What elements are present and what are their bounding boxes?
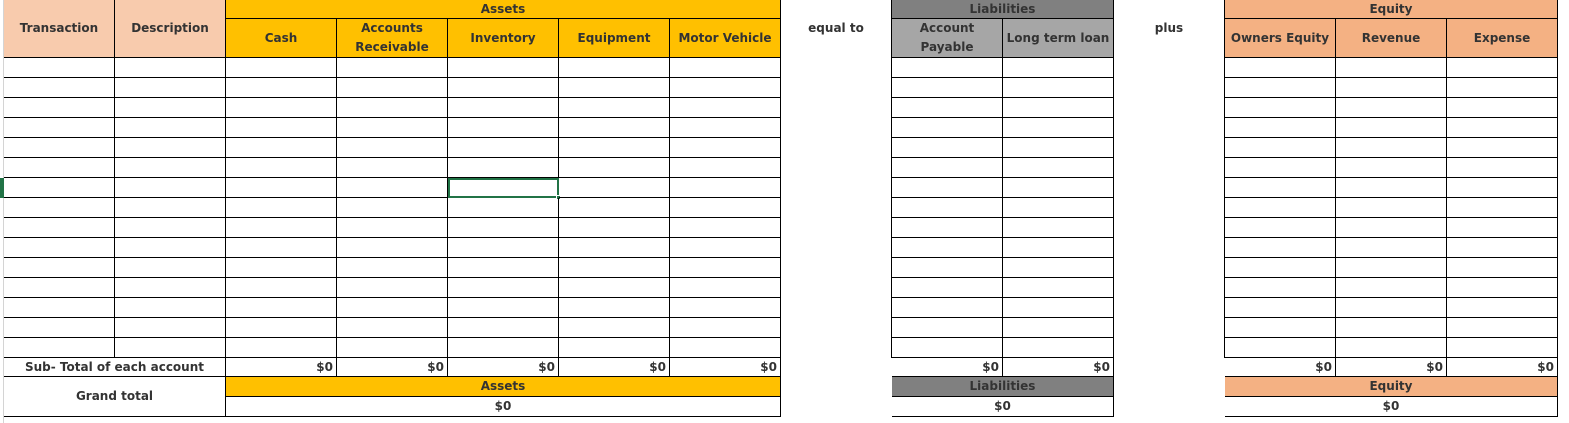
- cell-equipment-row-9[interactable]: [559, 218, 670, 238]
- cell-equal-to-row-6[interactable]: [781, 158, 892, 178]
- cell-inventory-row-4[interactable]: [448, 118, 559, 138]
- cell-motor-vehicle-row-8[interactable]: [670, 198, 781, 218]
- cell-revenue-row-15[interactable]: [1336, 338, 1447, 358]
- cell-owners-equity-row-3[interactable]: [1225, 98, 1336, 118]
- cell-account-payable-row-2[interactable]: [892, 78, 1003, 98]
- cell-revenue-row-7[interactable]: [1336, 178, 1447, 198]
- cell-inventory-row-3[interactable]: [448, 98, 559, 118]
- cell-description-row-9[interactable]: [115, 218, 226, 238]
- cell-inventory-row-14[interactable]: [448, 318, 559, 338]
- cell-description-row-11[interactable]: [115, 258, 226, 278]
- cell-cash-row-9[interactable]: [226, 218, 337, 238]
- header-plus[interactable]: plus: [1114, 0, 1225, 58]
- cell-owners-equity-row-10[interactable]: [1225, 238, 1336, 258]
- cell-expense-row-11[interactable]: [1447, 258, 1558, 278]
- cell-transaction-row-5[interactable]: [4, 138, 115, 158]
- cell-motor-vehicle-row-11[interactable]: [670, 258, 781, 278]
- header-owners-equity[interactable]: Owners Equity: [1225, 19, 1336, 58]
- cell-inventory-row-13[interactable]: [448, 298, 559, 318]
- cell-long-term-loan-row-4[interactable]: [1003, 118, 1114, 138]
- cell-expense-row-1[interactable]: [1447, 58, 1558, 78]
- cell-owners-equity-row-14[interactable]: [1225, 318, 1336, 338]
- cell-revenue-row-10[interactable]: [1336, 238, 1447, 258]
- cell-transaction-row-1[interactable]: [4, 58, 115, 78]
- row-header-strip[interactable]: [0, 0, 4, 423]
- cell-cash-row-1[interactable]: [226, 58, 337, 78]
- cell-account-payable-row-13[interactable]: [892, 298, 1003, 318]
- cell-account-payable-row-8[interactable]: [892, 198, 1003, 218]
- cell-revenue-row-9[interactable]: [1336, 218, 1447, 238]
- cell-description-row-15[interactable]: [115, 338, 226, 358]
- cell-equal-to-row-14[interactable]: [781, 318, 892, 338]
- cell-account-payable-row-3[interactable]: [892, 98, 1003, 118]
- cell-account-payable-row-11[interactable]: [892, 258, 1003, 278]
- cell-cash-row-12[interactable]: [226, 278, 337, 298]
- cell-long-term-loan-row-14[interactable]: [1003, 318, 1114, 338]
- selected-cell[interactable]: [448, 178, 559, 198]
- cell-revenue-row-3[interactable]: [1336, 98, 1447, 118]
- cell-long-term-loan-row-11[interactable]: [1003, 258, 1114, 278]
- cell-transaction-row-14[interactable]: [4, 318, 115, 338]
- cell-revenue-row-5[interactable]: [1336, 138, 1447, 158]
- cell-description-row-6[interactable]: [115, 158, 226, 178]
- subtotal-owners-equity[interactable]: $0: [1225, 358, 1336, 377]
- cell-equipment-row-14[interactable]: [559, 318, 670, 338]
- cell-accounts-receivable-row-3[interactable]: [337, 98, 448, 118]
- subtotal-accounts-receivable[interactable]: $0: [337, 358, 448, 377]
- cell-accounts-receivable-row-4[interactable]: [337, 118, 448, 138]
- cell-motor-vehicle-row-5[interactable]: [670, 138, 781, 158]
- cell-equipment-row-5[interactable]: [559, 138, 670, 158]
- cell-account-payable-row-14[interactable]: [892, 318, 1003, 338]
- cell-description-row-1[interactable]: [115, 58, 226, 78]
- cell-transaction-row-15[interactable]: [4, 338, 115, 358]
- header-inventory[interactable]: Inventory: [448, 19, 559, 58]
- cell-revenue-row-12[interactable]: [1336, 278, 1447, 298]
- cell-equal-to-row-1[interactable]: [781, 58, 892, 78]
- cell-expense-row-9[interactable]: [1447, 218, 1558, 238]
- header-equal-to[interactable]: equal to: [781, 0, 892, 58]
- cell-plus-row-4[interactable]: [1114, 118, 1225, 138]
- cell-revenue-row-6[interactable]: [1336, 158, 1447, 178]
- header-equipment[interactable]: Equipment: [559, 19, 670, 58]
- grand-total-equity-label[interactable]: Equity: [1225, 377, 1558, 397]
- cell-cash-row-8[interactable]: [226, 198, 337, 218]
- header-assets-group[interactable]: Assets: [226, 0, 781, 19]
- cell-description-row-12[interactable]: [115, 278, 226, 298]
- cell-owners-equity-row-11[interactable]: [1225, 258, 1336, 278]
- cell-equipment-row-1[interactable]: [559, 58, 670, 78]
- cell-account-payable-row-1[interactable]: [892, 58, 1003, 78]
- header-revenue[interactable]: Revenue: [1336, 19, 1447, 58]
- cell-equipment-row-13[interactable]: [559, 298, 670, 318]
- cell-owners-equity-row-12[interactable]: [1225, 278, 1336, 298]
- cell-plus-row-7[interactable]: [1114, 178, 1225, 198]
- header-expense[interactable]: Expense: [1447, 19, 1558, 58]
- cell-motor-vehicle-row-3[interactable]: [670, 98, 781, 118]
- grand-total-label[interactable]: Grand total: [4, 377, 226, 417]
- cell-plus-row-15[interactable]: [1114, 338, 1225, 358]
- cell-motor-vehicle-row-10[interactable]: [670, 238, 781, 258]
- active-row-indicator: [0, 178, 4, 198]
- cell-plus-row-13[interactable]: [1114, 298, 1225, 318]
- cell-accounts-receivable-row-1[interactable]: [337, 58, 448, 78]
- cell-accounts-receivable-row-15[interactable]: [337, 338, 448, 358]
- cell-account-payable-row-9[interactable]: [892, 218, 1003, 238]
- cell-equal-to-row-4[interactable]: [781, 118, 892, 138]
- cell-inventory-row-2[interactable]: [448, 78, 559, 98]
- cell-plus-row-10[interactable]: [1114, 238, 1225, 258]
- cell-plus-row-8[interactable]: [1114, 198, 1225, 218]
- cell-plus-row-5[interactable]: [1114, 138, 1225, 158]
- cell-cash-row-11[interactable]: [226, 258, 337, 278]
- cell-cash-row-13[interactable]: [226, 298, 337, 318]
- cell-accounts-receivable-row-10[interactable]: [337, 238, 448, 258]
- cell-transaction-row-2[interactable]: [4, 78, 115, 98]
- cell-cash-row-3[interactable]: [226, 98, 337, 118]
- cell-accounts-receivable-row-7[interactable]: [337, 178, 448, 198]
- cell-inventory-row-8[interactable]: [448, 198, 559, 218]
- cell-expense-row-14[interactable]: [1447, 318, 1558, 338]
- cell-equipment-row-12[interactable]: [559, 278, 670, 298]
- subtotal-motor-vehicle[interactable]: $0: [670, 358, 781, 377]
- cell-equipment-row-10[interactable]: [559, 238, 670, 258]
- subtotal-equipment[interactable]: $0: [559, 358, 670, 377]
- cell-account-payable-row-15[interactable]: [892, 338, 1003, 358]
- cell-cash-row-15[interactable]: [226, 338, 337, 358]
- cell-inventory-row-11[interactable]: [448, 258, 559, 278]
- cell-revenue-row-13[interactable]: [1336, 298, 1447, 318]
- cell-motor-vehicle-row-13[interactable]: [670, 298, 781, 318]
- cell-expense-row-5[interactable]: [1447, 138, 1558, 158]
- cell-long-term-loan-row-13[interactable]: [1003, 298, 1114, 318]
- cell-transaction-row-8[interactable]: [4, 198, 115, 218]
- cell-motor-vehicle-row-14[interactable]: [670, 318, 781, 338]
- cell-equal-to-row-2[interactable]: [781, 78, 892, 98]
- cell-long-term-loan-row-1[interactable]: [1003, 58, 1114, 78]
- cell-long-term-loan-row-12[interactable]: [1003, 278, 1114, 298]
- cell-equipment-row-2[interactable]: [559, 78, 670, 98]
- cell-accounts-receivable-row-12[interactable]: [337, 278, 448, 298]
- cell-account-payable-row-4[interactable]: [892, 118, 1003, 138]
- cell-cash-row-4[interactable]: [226, 118, 337, 138]
- cell-owners-equity-row-2[interactable]: [1225, 78, 1336, 98]
- header-accounts-receivable[interactable]: Accounts Receivable: [337, 19, 448, 58]
- cell-owners-equity-row-5[interactable]: [1225, 138, 1336, 158]
- cell-cash-row-7[interactable]: [226, 178, 337, 198]
- cell-revenue-row-4[interactable]: [1336, 118, 1447, 138]
- cell-equal-to-row-7[interactable]: [781, 178, 892, 198]
- cell-motor-vehicle-row-4[interactable]: [670, 118, 781, 138]
- cell-long-term-loan-row-15[interactable]: [1003, 338, 1114, 358]
- cell-account-payable-row-5[interactable]: [892, 138, 1003, 158]
- cell-account-payable-row-12[interactable]: [892, 278, 1003, 298]
- cell-expense-row-15[interactable]: [1447, 338, 1558, 358]
- subtotal-account-payable[interactable]: $0: [892, 358, 1003, 377]
- cell-expense-row-2[interactable]: [1447, 78, 1558, 98]
- cell-equal-to-row-11[interactable]: [781, 258, 892, 278]
- cell-accounts-receivable-row-11[interactable]: [337, 258, 448, 278]
- cell-description-row-10[interactable]: [115, 238, 226, 258]
- cell-plus-row-14[interactable]: [1114, 318, 1225, 338]
- cell-inventory-row-5[interactable]: [448, 138, 559, 158]
- cell-accounts-receivable-row-5[interactable]: [337, 138, 448, 158]
- subtotal-long-term-loan[interactable]: $0: [1003, 358, 1114, 377]
- cell-inventory-row-15[interactable]: [448, 338, 559, 358]
- subtotal-cash[interactable]: $0: [226, 358, 337, 377]
- cell-plus-row-12[interactable]: [1114, 278, 1225, 298]
- cell-transaction-row-6[interactable]: [4, 158, 115, 178]
- cell-accounts-receivable-row-14[interactable]: [337, 318, 448, 338]
- cell-transaction-row-3[interactable]: [4, 98, 115, 118]
- header-liabilities-group[interactable]: Liabilities: [892, 0, 1114, 19]
- cell-plus-row-6[interactable]: [1114, 158, 1225, 178]
- header-description[interactable]: Description: [115, 0, 226, 58]
- cell-equal-to-row-8[interactable]: [781, 198, 892, 218]
- cell-long-term-loan-row-10[interactable]: [1003, 238, 1114, 258]
- cell-cash-row-10[interactable]: [226, 238, 337, 258]
- cell-accounts-receivable-row-6[interactable]: [337, 158, 448, 178]
- cell-description-row-7[interactable]: [115, 178, 226, 198]
- header-cash[interactable]: Cash: [226, 19, 337, 58]
- grand-total-liabilities-value[interactable]: $0: [892, 397, 1114, 417]
- cell-plus-row-9[interactable]: [1114, 218, 1225, 238]
- cell-motor-vehicle-row-7[interactable]: [670, 178, 781, 198]
- cell-equipment-row-8[interactable]: [559, 198, 670, 218]
- cell-transaction-row-9[interactable]: [4, 218, 115, 238]
- cell-cash-row-5[interactable]: [226, 138, 337, 158]
- cell-long-term-loan-row-7[interactable]: [1003, 178, 1114, 198]
- cell-expense-row-3[interactable]: [1447, 98, 1558, 118]
- cell-plus-row-11[interactable]: [1114, 258, 1225, 278]
- header-equity-group[interactable]: Equity: [1225, 0, 1558, 19]
- cell-motor-vehicle-row-9[interactable]: [670, 218, 781, 238]
- subtotal-label[interactable]: Sub- Total of each account: [4, 358, 226, 377]
- subtotal-inventory[interactable]: $0: [448, 358, 559, 377]
- cell-owners-equity-row-15[interactable]: [1225, 338, 1336, 358]
- header-transaction[interactable]: Transaction: [4, 0, 115, 58]
- cell-equal-to-row-5[interactable]: [781, 138, 892, 158]
- cell-equipment-row-6[interactable]: [559, 158, 670, 178]
- grand-total-assets-label[interactable]: Assets: [226, 377, 781, 397]
- cell-description-row-14[interactable]: [115, 318, 226, 338]
- cell-equal-to-row-15[interactable]: [781, 338, 892, 358]
- cell-long-term-loan-row-5[interactable]: [1003, 138, 1114, 158]
- cell-plus-row-3[interactable]: [1114, 98, 1225, 118]
- subtotal-expense[interactable]: $0: [1447, 358, 1558, 377]
- cell-long-term-loan-row-2[interactable]: [1003, 78, 1114, 98]
- cell-equal-to-row-12[interactable]: [781, 278, 892, 298]
- cell-equal-to-row-13[interactable]: [781, 298, 892, 318]
- cell-inventory-row-9[interactable]: [448, 218, 559, 238]
- cell-description-row-5[interactable]: [115, 138, 226, 158]
- cell-transaction-row-4[interactable]: [4, 118, 115, 138]
- cell-motor-vehicle-row-6[interactable]: [670, 158, 781, 178]
- subtotal-revenue[interactable]: $0: [1336, 358, 1447, 377]
- cell-owners-equity-row-4[interactable]: [1225, 118, 1336, 138]
- cell-cash-row-2[interactable]: [226, 78, 337, 98]
- cell-cash-row-14[interactable]: [226, 318, 337, 338]
- cell-expense-row-12[interactable]: [1447, 278, 1558, 298]
- cell-equal-to-row-9[interactable]: [781, 218, 892, 238]
- grand-total-equity-value[interactable]: $0: [1225, 397, 1558, 417]
- cell-accounts-receivable-row-2[interactable]: [337, 78, 448, 98]
- cell-equipment-row-3[interactable]: [559, 98, 670, 118]
- cell-motor-vehicle-row-15[interactable]: [670, 338, 781, 358]
- cell-description-row-13[interactable]: [115, 298, 226, 318]
- cell-equal-to-row-10[interactable]: [781, 238, 892, 258]
- cell-cash-row-6[interactable]: [226, 158, 337, 178]
- cell-inventory-row-10[interactable]: [448, 238, 559, 258]
- cell-inventory-row-6[interactable]: [448, 158, 559, 178]
- cell-revenue-row-1[interactable]: [1336, 58, 1447, 78]
- header-long-term-loan[interactable]: Long term loan: [1003, 19, 1114, 58]
- cell-inventory-row-1[interactable]: [448, 58, 559, 78]
- cell-equal-to-row-3[interactable]: [781, 98, 892, 118]
- cell-accounts-receivable-row-9[interactable]: [337, 218, 448, 238]
- cell-account-payable-row-7[interactable]: [892, 178, 1003, 198]
- cell-expense-row-8[interactable]: [1447, 198, 1558, 218]
- cell-owners-equity-row-6[interactable]: [1225, 158, 1336, 178]
- cell-owners-equity-row-7[interactable]: [1225, 178, 1336, 198]
- cell-revenue-row-11[interactable]: [1336, 258, 1447, 278]
- cell-inventory-row-12[interactable]: [448, 278, 559, 298]
- cell-description-row-3[interactable]: [115, 98, 226, 118]
- cell-account-payable-row-10[interactable]: [892, 238, 1003, 258]
- header-motor-vehicle[interactable]: Motor Vehicle: [670, 19, 781, 58]
- cell-transaction-row-12[interactable]: [4, 278, 115, 298]
- cell-revenue-row-8[interactable]: [1336, 198, 1447, 218]
- cell-equipment-row-15[interactable]: [559, 338, 670, 358]
- cell-transaction-row-10[interactable]: [4, 238, 115, 258]
- header-account-payable[interactable]: Account Payable: [892, 19, 1003, 58]
- cell-motor-vehicle-row-1[interactable]: [670, 58, 781, 78]
- cell-long-term-loan-row-3[interactable]: [1003, 98, 1114, 118]
- cell-expense-row-13[interactable]: [1447, 298, 1558, 318]
- cell-long-term-loan-row-8[interactable]: [1003, 198, 1114, 218]
- cell-equipment-row-7[interactable]: [559, 178, 670, 198]
- cell-motor-vehicle-row-2[interactable]: [670, 78, 781, 98]
- cell-motor-vehicle-row-12[interactable]: [670, 278, 781, 298]
- cell-accounts-receivable-row-13[interactable]: [337, 298, 448, 318]
- cell-description-row-2[interactable]: [115, 78, 226, 98]
- cell-owners-equity-row-8[interactable]: [1225, 198, 1336, 218]
- cell-expense-row-7[interactable]: [1447, 178, 1558, 198]
- cell-long-term-loan-row-6[interactable]: [1003, 158, 1114, 178]
- cell-revenue-row-2[interactable]: [1336, 78, 1447, 98]
- cell-description-row-8[interactable]: [115, 198, 226, 218]
- cell-plus-row-2[interactable]: [1114, 78, 1225, 98]
- cell-owners-equity-row-1[interactable]: [1225, 58, 1336, 78]
- cell-transaction-row-7[interactable]: [4, 178, 115, 198]
- cell-plus-row-1[interactable]: [1114, 58, 1225, 78]
- cell-transaction-row-11[interactable]: [4, 258, 115, 278]
- cell-expense-row-6[interactable]: [1447, 158, 1558, 178]
- cell-equipment-row-4[interactable]: [559, 118, 670, 138]
- cell-equipment-row-11[interactable]: [559, 258, 670, 278]
- grand-total-assets-value[interactable]: $0: [226, 397, 781, 417]
- grand-total-liabilities-label[interactable]: Liabilities: [892, 377, 1114, 397]
- cell-description-row-4[interactable]: [115, 118, 226, 138]
- cell-expense-row-4[interactable]: [1447, 118, 1558, 138]
- cell-long-term-loan-row-9[interactable]: [1003, 218, 1114, 238]
- cell-owners-equity-row-13[interactable]: [1225, 298, 1336, 318]
- cell-revenue-row-14[interactable]: [1336, 318, 1447, 338]
- cell-accounts-receivable-row-8[interactable]: [337, 198, 448, 218]
- cell-transaction-row-13[interactable]: [4, 298, 115, 318]
- cell-expense-row-10[interactable]: [1447, 238, 1558, 258]
- cell-account-payable-row-6[interactable]: [892, 158, 1003, 178]
- cell-owners-equity-row-9[interactable]: [1225, 218, 1336, 238]
